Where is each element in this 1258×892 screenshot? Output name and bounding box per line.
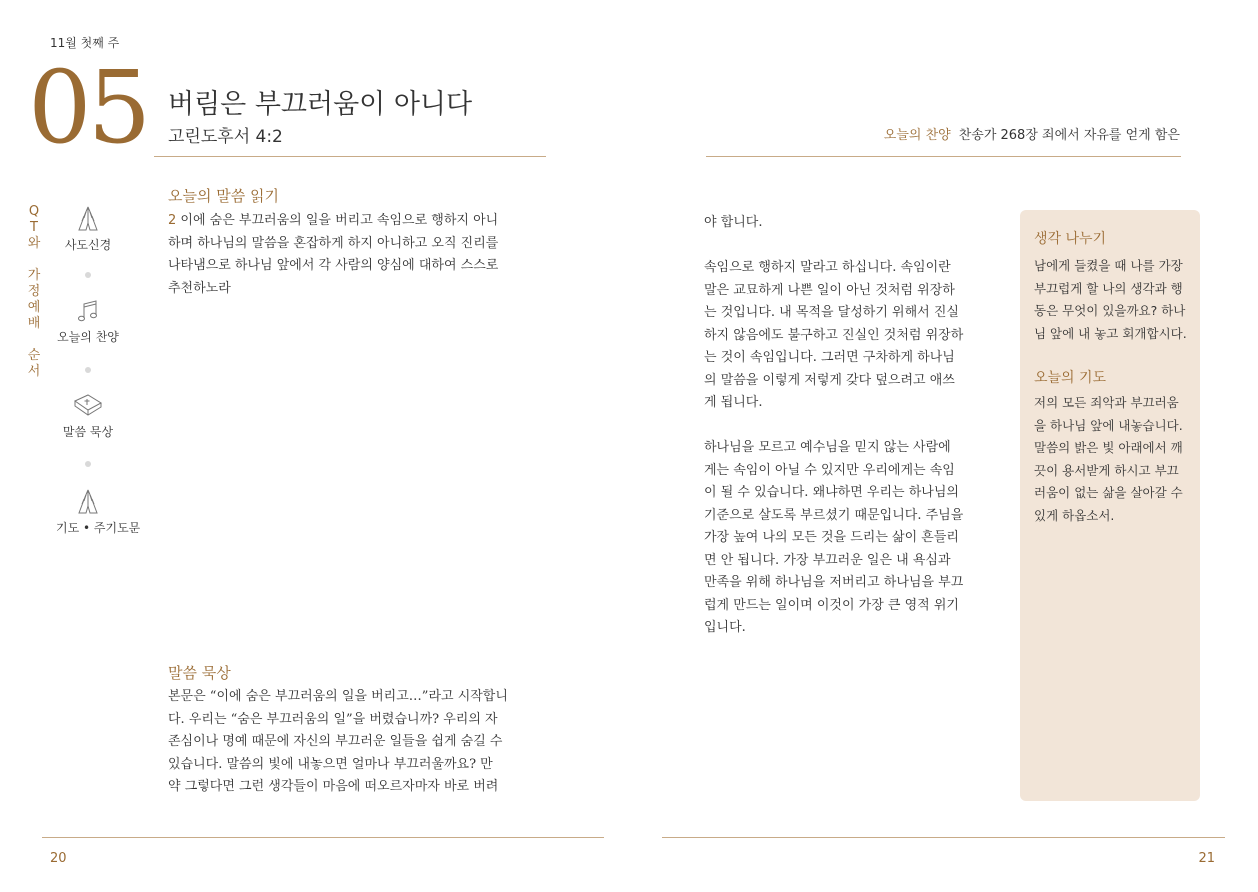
prayer-text xyxy=(1034,392,1194,527)
todays-hymn xyxy=(884,124,1180,143)
body-line: 게는 속임이 아닐 수 있지만 우리에게는 속임 xyxy=(704,462,955,478)
body-line: 럽게 만드는 일이며 이것이 가장 큰 영적 위기 xyxy=(704,597,959,613)
reflection-box xyxy=(1020,210,1200,801)
footer-rule-left xyxy=(42,837,604,838)
praying-hands-icon xyxy=(73,204,103,234)
vertical-char: 순 xyxy=(27,348,41,363)
vertical-char: Q xyxy=(28,204,40,219)
divider-dot xyxy=(85,461,91,467)
prayer-line: 끗이 용서받게 하시고 부끄 xyxy=(1034,462,1179,478)
right-column-text xyxy=(704,212,996,640)
vertical-char: 정 xyxy=(27,284,41,299)
body-line: 는 것이 속임입니다. 그러면 구차하게 하나님 xyxy=(704,350,955,365)
body-line: 입니다. xyxy=(704,620,746,635)
page-title: 버림은 부끄러움이 아니다 xyxy=(168,89,473,120)
vertical-char: 와 xyxy=(27,236,41,251)
vertical-char: 가 xyxy=(27,268,41,283)
paragraph-gap xyxy=(704,235,996,258)
meditation-body xyxy=(168,686,546,799)
share-line: 부끄럽게 할 나의 생각과 행 xyxy=(1034,280,1183,296)
reading-line xyxy=(168,210,546,233)
body-line: 하지 않음에도 불구하고 진실인 것처럼 위장하 xyxy=(704,327,964,343)
body-line: 이 될 수 있습니다. 왜냐하면 우리는 하나님의 xyxy=(704,485,959,500)
page-number-right: 21 xyxy=(1198,851,1215,866)
page-number-left: 20 xyxy=(50,851,67,866)
vertical-gap xyxy=(26,332,42,348)
week-label: 11월 첫째 주 xyxy=(50,36,120,50)
body-line: 면 안 됩니다. 가장 부끄러운 일은 내 욕심과 xyxy=(704,552,951,568)
sidebar-item-creed xyxy=(56,204,120,253)
music-note-icon xyxy=(73,296,103,326)
body-line: 만족을 위해 하나님을 저버리고 하나님을 부끄 xyxy=(704,575,964,590)
footer-rule-right xyxy=(662,837,1225,838)
share-text xyxy=(1034,255,1194,345)
body-line: 하나님을 모르고 예수님을 믿지 않는 사람에 xyxy=(704,440,951,455)
reading-line: 나타냄으로 하나님 앞에서 각 사람의 양심에 대하여 스스로 xyxy=(168,258,499,273)
paragraph-gap xyxy=(704,415,996,438)
prayer-line: 러움이 없는 삶을 살아갈 수 xyxy=(1034,485,1183,500)
hymn-label: 오늘의 찬양 xyxy=(883,128,951,143)
header-divider-left xyxy=(154,156,546,157)
meditation-line: 존심이나 명예 때문에 자신의 부끄러운 일들을 쉽게 숨길 수 xyxy=(168,734,503,749)
sidebar-item-meditation xyxy=(56,391,120,440)
praying-hands-icon xyxy=(73,487,103,517)
prayer-line: 말씀의 밝은 빛 아래에서 깨 xyxy=(1034,440,1183,455)
vertical-char: T xyxy=(30,220,38,235)
bible-icon xyxy=(71,391,105,421)
vertical-char: 배 xyxy=(27,316,41,331)
sidebar-item-label: 오늘의 찬양 xyxy=(57,330,119,344)
header-divider-right xyxy=(706,156,1181,157)
body-line: 는 것입니다. 내 목적을 달성하기 위해서 진실 xyxy=(704,305,959,320)
body-line: 게 됩니다. xyxy=(704,395,763,410)
meditation-line: 다. 우리는 “숨은 부끄러움의 일”을 버렸습니까? 우리의 자 xyxy=(168,711,498,727)
hymn-value: 찬송가 268장 죄에서 자유를 얻게 함은 xyxy=(958,128,1180,143)
scripture-reference: 고린도후서 4:2 xyxy=(168,127,283,147)
meditation-line: 본문은 “이에 숨은 부끄러움의 일을 버리고…”라고 시작합니 xyxy=(168,689,508,704)
vertical-gap xyxy=(26,252,42,268)
vertical-char: 예 xyxy=(27,300,41,315)
prayer-line: 을 하나님 앞에 내놓습니다. xyxy=(1034,417,1183,433)
body-line: 의 말씀을 이렇게 저렇게 갖다 덮으려고 애쓰 xyxy=(704,372,955,388)
sidebar-item-hymn xyxy=(56,296,120,345)
share-heading: 생각 나누기 xyxy=(1034,231,1107,247)
body-line: 속임으로 행하지 말라고 하십니다. 속임이란 xyxy=(704,260,951,275)
body-line: 말은 교묘하게 나쁜 일이 아닌 것처럼 위장하 xyxy=(704,282,955,298)
sidebar-item-label: 기도 • 주기도문 xyxy=(56,521,141,535)
meditation-heading: 말씀 묵상 xyxy=(168,664,231,682)
divider-dot xyxy=(85,367,91,373)
body-line: 기준으로 살도록 부르셨기 때문입니다. 주님을 xyxy=(704,507,964,523)
body-line: 가장 높여 나의 모든 것을 드리는 삶이 흔들리 xyxy=(704,530,959,545)
share-line: 동은 무엇이 있을까요? 하나 xyxy=(1034,303,1186,318)
verse-number: 2 xyxy=(168,213,177,228)
body-line: 야 합니다. xyxy=(704,215,763,230)
vertical-char: 서 xyxy=(27,364,41,379)
share-line: 님 앞에 내 놓고 회개합시다. xyxy=(1034,325,1187,341)
prayer-heading: 오늘의 기도 xyxy=(1034,370,1107,386)
prayer-line: 저의 모든 죄악과 부끄러움 xyxy=(1034,395,1179,410)
sidebar-item-label: 사도신경 xyxy=(64,238,112,252)
reading-body xyxy=(168,210,546,300)
sidebar-item-prayer xyxy=(56,487,141,536)
sidebar-item-label: 말씀 묵상 xyxy=(62,425,114,439)
divider-dot xyxy=(85,272,91,278)
reading-line: 추천하노라 xyxy=(168,280,231,296)
meditation-line: 있습니다. 말씀의 빛에 내놓으면 얼마나 부끄러울까요? 만 xyxy=(168,756,493,772)
vertical-section-label xyxy=(26,204,42,380)
meditation-line: 약 그렇다면 그런 생각들이 마음에 떠오르자마자 바로 버려 xyxy=(168,779,499,794)
verse-text: 이에 숨은 부끄러움의 일을 버리고 속임으로 행하지 아니 xyxy=(180,213,499,228)
share-line: 남에게 들켰을 때 나를 가장 xyxy=(1034,258,1183,273)
reading-line: 하며 하나님의 말씀을 혼잡하게 하지 아니하고 오직 진리를 xyxy=(168,235,499,251)
prayer-line: 있게 하옵소서. xyxy=(1034,507,1115,523)
reading-heading: 오늘의 말씀 읽기 xyxy=(168,187,279,205)
lesson-number: 05 xyxy=(28,49,148,166)
